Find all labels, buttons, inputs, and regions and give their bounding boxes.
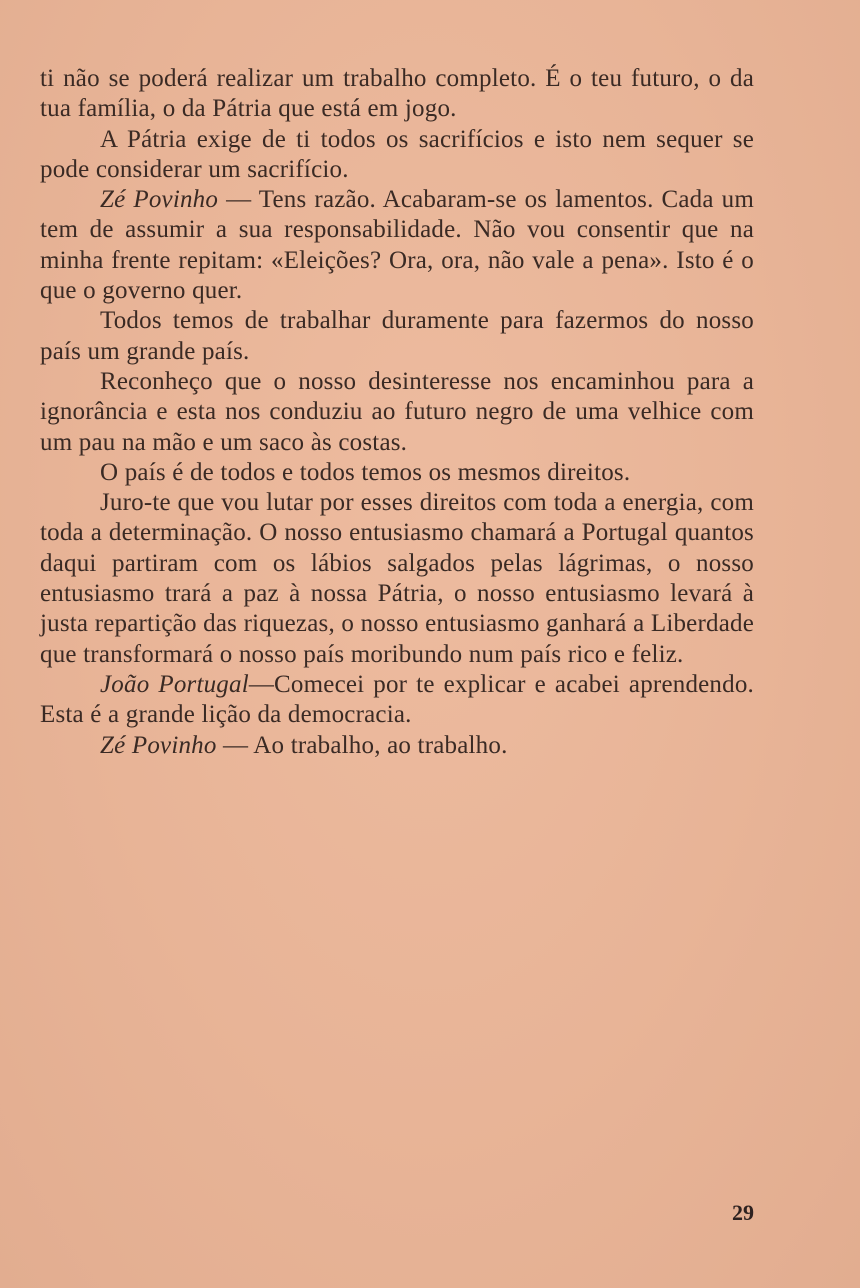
speaker-name: Zé Povinho [100,186,219,214]
dialogue-line [40,185,754,306]
paragraph-text: A Pátria exige de ti todos os sacrifícios e isto nem sequer se pode considerar um sacrifício. [40,125,754,183]
paragraph-text: —Comecei por te explicar e acabei aprendendo. Esta é a grande lição da democracia. [40,670,754,729]
paragraph-text: Todos temos de trabalhar duramente para fazermos do nosso país um grande país. [40,307,754,365]
paragraph [40,488,754,670]
paragraph-text: Juro-te que vou lutar por esses direitos com toda a energia, com toda a determinação. O nosso entusiasmo chamará a Portugal quantos daqui partiram com os lábios salgados pelas lágrimas, o nosso entusiasmo trará a paz à nossa Pátria, o nosso entusiasmo levará à justa repartição das riquezas, o nosso entusiasmo ganhará a Liberdade que transformará o nosso país moribundo num país rico e feliz. [40,489,754,668]
paragraph [40,367,754,458]
paragraph [40,64,754,125]
dialogue-line [40,731,754,761]
paragraph-text: O país é de todos e todos temos os mesmos direitos. [100,458,631,486]
paragraph-text: — Tens razão. Acabaram-se os lamentos. Cada um tem de assumir a sua responsabilidade. Não vou consentir que na minha frente repitam: «Eleições? Ora, ora, não vale a pena». Isto é o que o governo quer. [40,186,754,305]
body-text [40,64,754,761]
dialogue-line [40,670,754,731]
paragraph-text: — Ao trabalho, ao trabalho. [216,731,508,759]
speaker-name: João Portugal [100,670,249,698]
speaker-name: Zé Povinho [100,731,217,759]
paragraph [40,306,754,367]
paragraph [40,125,754,186]
paragraph [40,458,754,488]
paragraph-text: Reconheço que o nosso desinteresse nos encaminhou para a ignorância e esta nos conduziu ao futuro negro de uma velhice com um pau na mão e um saco às costas. [40,367,754,456]
page-number: 29 [732,1200,754,1225]
paragraph-text: ti não se poderá realizar um trabalho completo. É o teu futuro, o da tua família, o da Pátria que está em jogo. [40,65,754,123]
